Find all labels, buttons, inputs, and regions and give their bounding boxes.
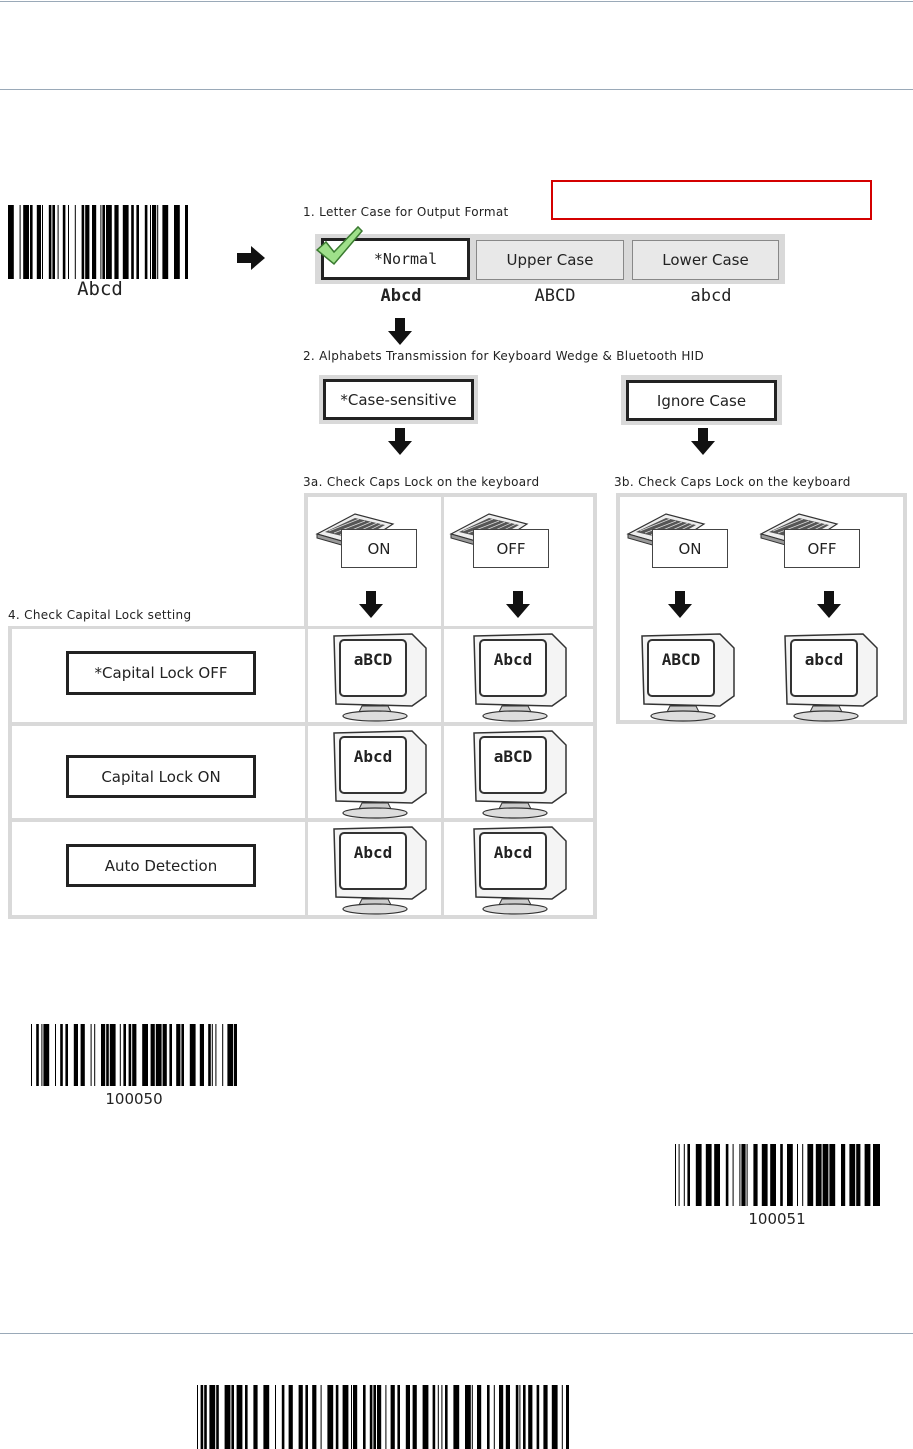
monitor-screen-text: Abcd — [353, 747, 393, 766]
arrow-down-icon — [817, 591, 841, 619]
monitor-screen-text: Abcd — [493, 650, 533, 669]
monitor-icon — [783, 630, 879, 722]
step3b-label: 3b. Check Caps Lock on the keyboard — [614, 475, 851, 489]
monitor-screen-text: abcd — [804, 650, 844, 669]
monitor-icon — [640, 630, 736, 722]
arrow-down-icon — [506, 591, 530, 619]
lower-example: abcd — [690, 286, 732, 306]
step4-label: 4. Check Capital Lock setting — [8, 608, 192, 622]
upper-case-button[interactable]: Upper Case — [476, 240, 624, 280]
monitor-icon — [332, 630, 428, 722]
capital-lock-on-button[interactable]: Capital Lock ON — [66, 755, 256, 798]
barcode-100051 — [675, 1144, 880, 1206]
barcode-100051-text: 100051 — [748, 1210, 806, 1228]
monitor-screen-text: Abcd — [493, 843, 533, 862]
header-rule — [0, 89, 913, 90]
ignore-case-button[interactable]: Ignore Case — [626, 380, 777, 421]
checkmark-icon — [314, 224, 364, 268]
step3a-label: 3a. Check Caps Lock on the keyboard — [303, 475, 540, 489]
top-rule — [0, 1, 913, 2]
step2-label: 2. Alphabets Transmission for Keyboard Wedge & Bluetooth HID — [303, 349, 705, 363]
caps-on-label: ON — [652, 529, 728, 568]
arrow-down-icon — [359, 591, 383, 619]
arrow-down-icon — [691, 428, 715, 456]
sample-barcode-text: Abcd — [77, 278, 123, 300]
arrow-right-icon — [237, 246, 267, 270]
monitor-screen-text: Abcd — [353, 843, 393, 862]
upper-example: ABCD — [534, 286, 576, 306]
monitor-icon — [472, 727, 568, 819]
step1-label: 1. Letter Case for Output Format — [303, 205, 509, 219]
monitor-screen-text: aBCD — [353, 650, 393, 669]
barcode-100050 — [31, 1024, 237, 1086]
monitor-icon — [332, 727, 428, 819]
footer-barcode — [197, 1385, 569, 1449]
monitor-icon — [332, 823, 428, 915]
barcode-100050-text: 100050 — [105, 1090, 163, 1108]
normal-example: Abcd — [380, 286, 422, 306]
sample-barcode — [8, 205, 188, 279]
arrow-down-icon — [388, 428, 412, 456]
monitor-icon — [472, 630, 568, 722]
footer-rule — [0, 1333, 913, 1334]
highlight-box — [551, 180, 872, 220]
auto-detection-button[interactable]: Auto Detection — [66, 844, 256, 887]
caps-off-label: OFF — [473, 529, 549, 568]
case-sensitive-button[interactable]: *Case-sensitive — [323, 379, 474, 420]
caps-off-label: OFF — [784, 529, 860, 568]
caps-on-label: ON — [341, 529, 417, 568]
monitor-icon — [472, 823, 568, 915]
arrow-down-icon — [388, 318, 412, 346]
monitor-screen-text: aBCD — [493, 747, 533, 766]
normal-button[interactable]: *Normal — [321, 238, 470, 280]
capital-lock-off-button[interactable]: *Capital Lock OFF — [66, 651, 256, 695]
arrow-down-icon — [668, 591, 692, 619]
lower-case-button[interactable]: Lower Case — [632, 240, 779, 280]
monitor-screen-text: ABCD — [661, 650, 701, 669]
